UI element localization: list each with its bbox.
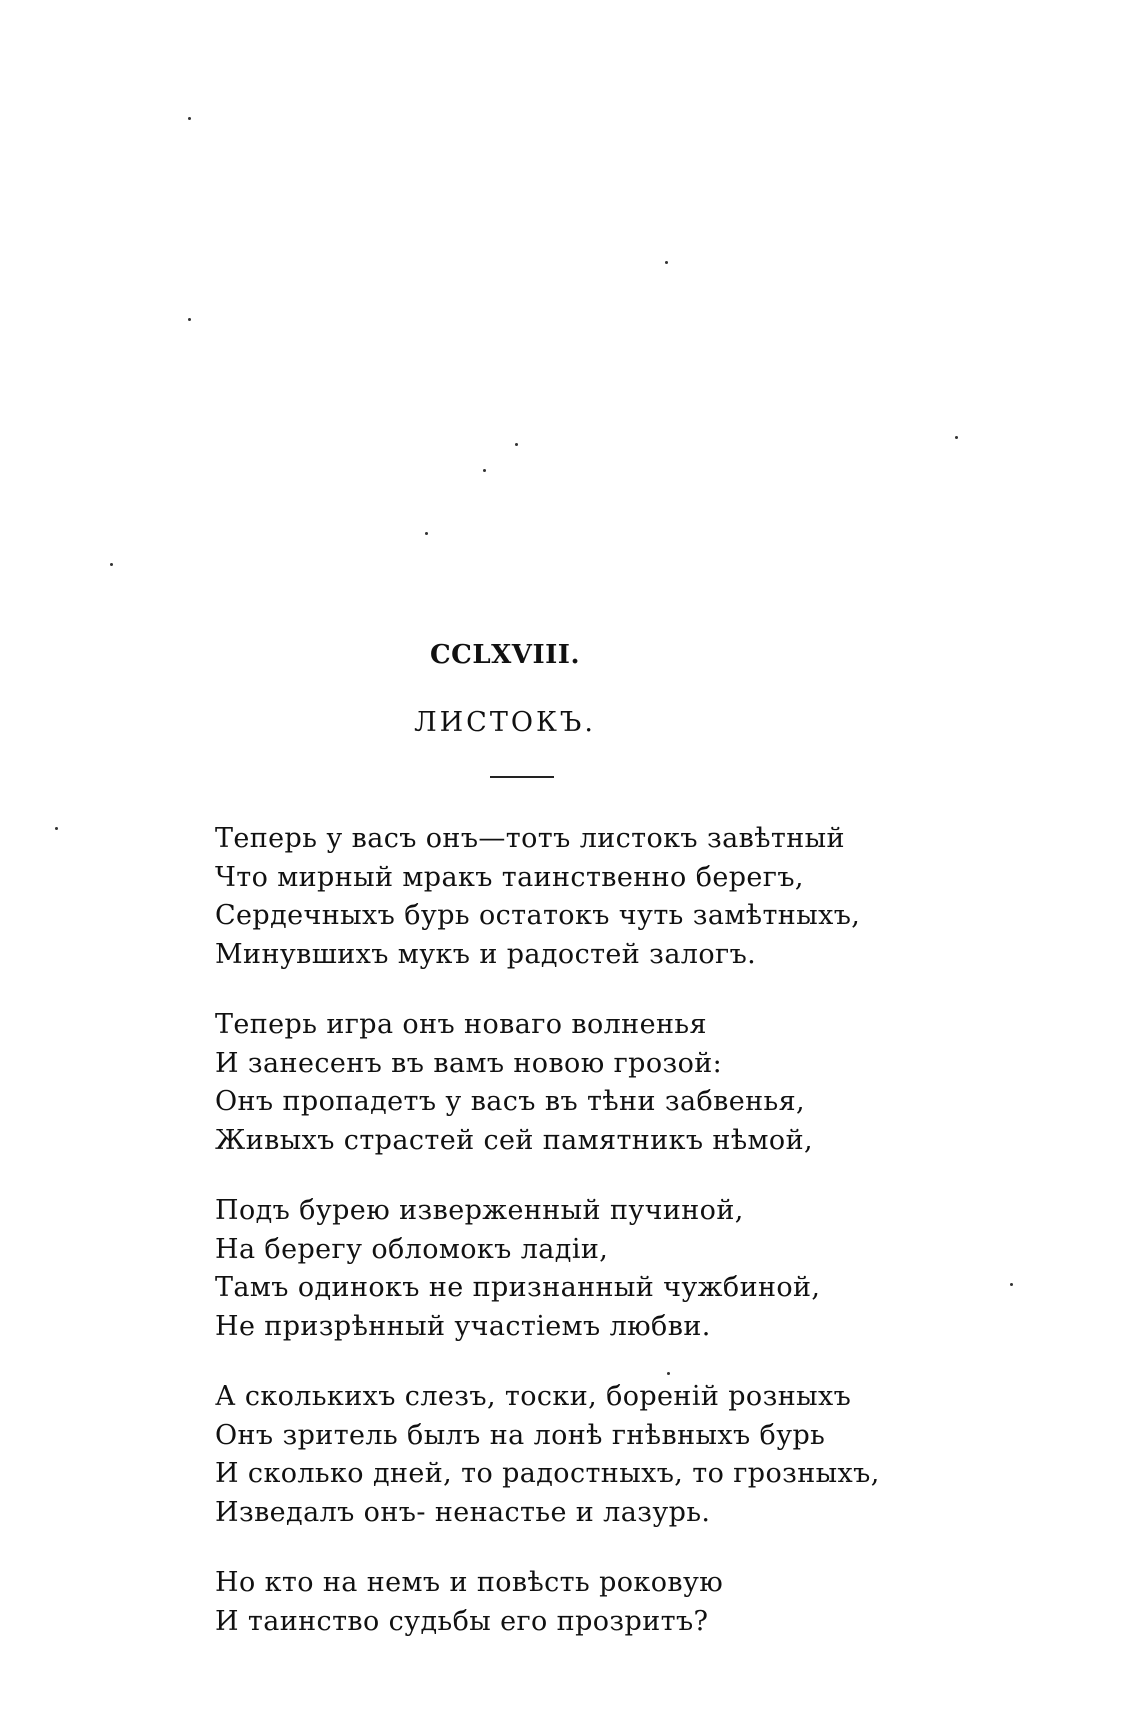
verse-line: И занесенъ въ вамъ новою грозой: bbox=[215, 1047, 723, 1079]
poem-title: ЛИСТОКЪ. bbox=[414, 707, 596, 738]
scan-speck bbox=[483, 469, 486, 472]
verse-line: Но кто на немъ и повѣсть роковую bbox=[215, 1567, 724, 1598]
scan-speck bbox=[665, 261, 668, 264]
poem-number: CCLXVIII. bbox=[429, 640, 581, 670]
scan-speck bbox=[110, 563, 113, 566]
verse-line: Что мирный мракъ таинственно берегъ, bbox=[215, 861, 804, 893]
scan-speck bbox=[1010, 1283, 1013, 1286]
verse-line: А сколькихъ слезъ, тоски, бореній розныхъ bbox=[215, 1381, 852, 1412]
verse-line: И сколько дней, то радостныхъ, то грозныхъ, bbox=[215, 1458, 880, 1489]
verse-line: На берегу обломокъ ладіи, bbox=[215, 1233, 609, 1265]
verse-line: Минувшихъ мукъ и радостей залогъ. bbox=[215, 938, 757, 970]
verse-line: Сердечныхъ бурь остатокъ чуть замѣтныхъ, bbox=[215, 900, 861, 931]
poem-body bbox=[215, 820, 975, 1673]
stanza-2 bbox=[215, 1006, 975, 1160]
title-divider bbox=[490, 776, 554, 778]
scan-speck bbox=[188, 318, 191, 321]
verse-line: И таинство судьбы его прозритъ? bbox=[215, 1605, 709, 1637]
verse-line: Тамъ одинокъ не признанный чужбиной, bbox=[215, 1272, 821, 1303]
scan-speck bbox=[955, 436, 958, 439]
verse-line: Теперь игра онъ новаго волненья bbox=[215, 1009, 707, 1040]
scan-speck bbox=[515, 443, 518, 446]
scan-speck bbox=[55, 827, 58, 830]
scan-speck bbox=[188, 117, 191, 120]
verse-line: Живыхъ страстей сей памятникъ нѣмой, bbox=[215, 1124, 813, 1156]
stanza-5 bbox=[215, 1564, 975, 1641]
verse-line: Теперь у васъ онъ—тотъ листокъ завѣтный bbox=[215, 823, 845, 854]
stanza-4 bbox=[215, 1378, 975, 1532]
verse-line: Не призрѣнный участіемъ любви. bbox=[215, 1310, 711, 1342]
stanza-1 bbox=[215, 820, 975, 974]
verse-line: Онъ пропадетъ у васъ въ тѣни забвенья, bbox=[215, 1086, 805, 1117]
verse-line: Подъ бурею изверженный пучиной, bbox=[215, 1195, 744, 1226]
scan-speck bbox=[425, 532, 428, 535]
verse-line: Онъ зритель былъ на лонѣ гнѣвныхъ бурь bbox=[215, 1419, 826, 1451]
stanza-3 bbox=[215, 1192, 975, 1346]
verse-line: Изведалъ онъ- ненастье и лазурь. bbox=[215, 1496, 711, 1528]
